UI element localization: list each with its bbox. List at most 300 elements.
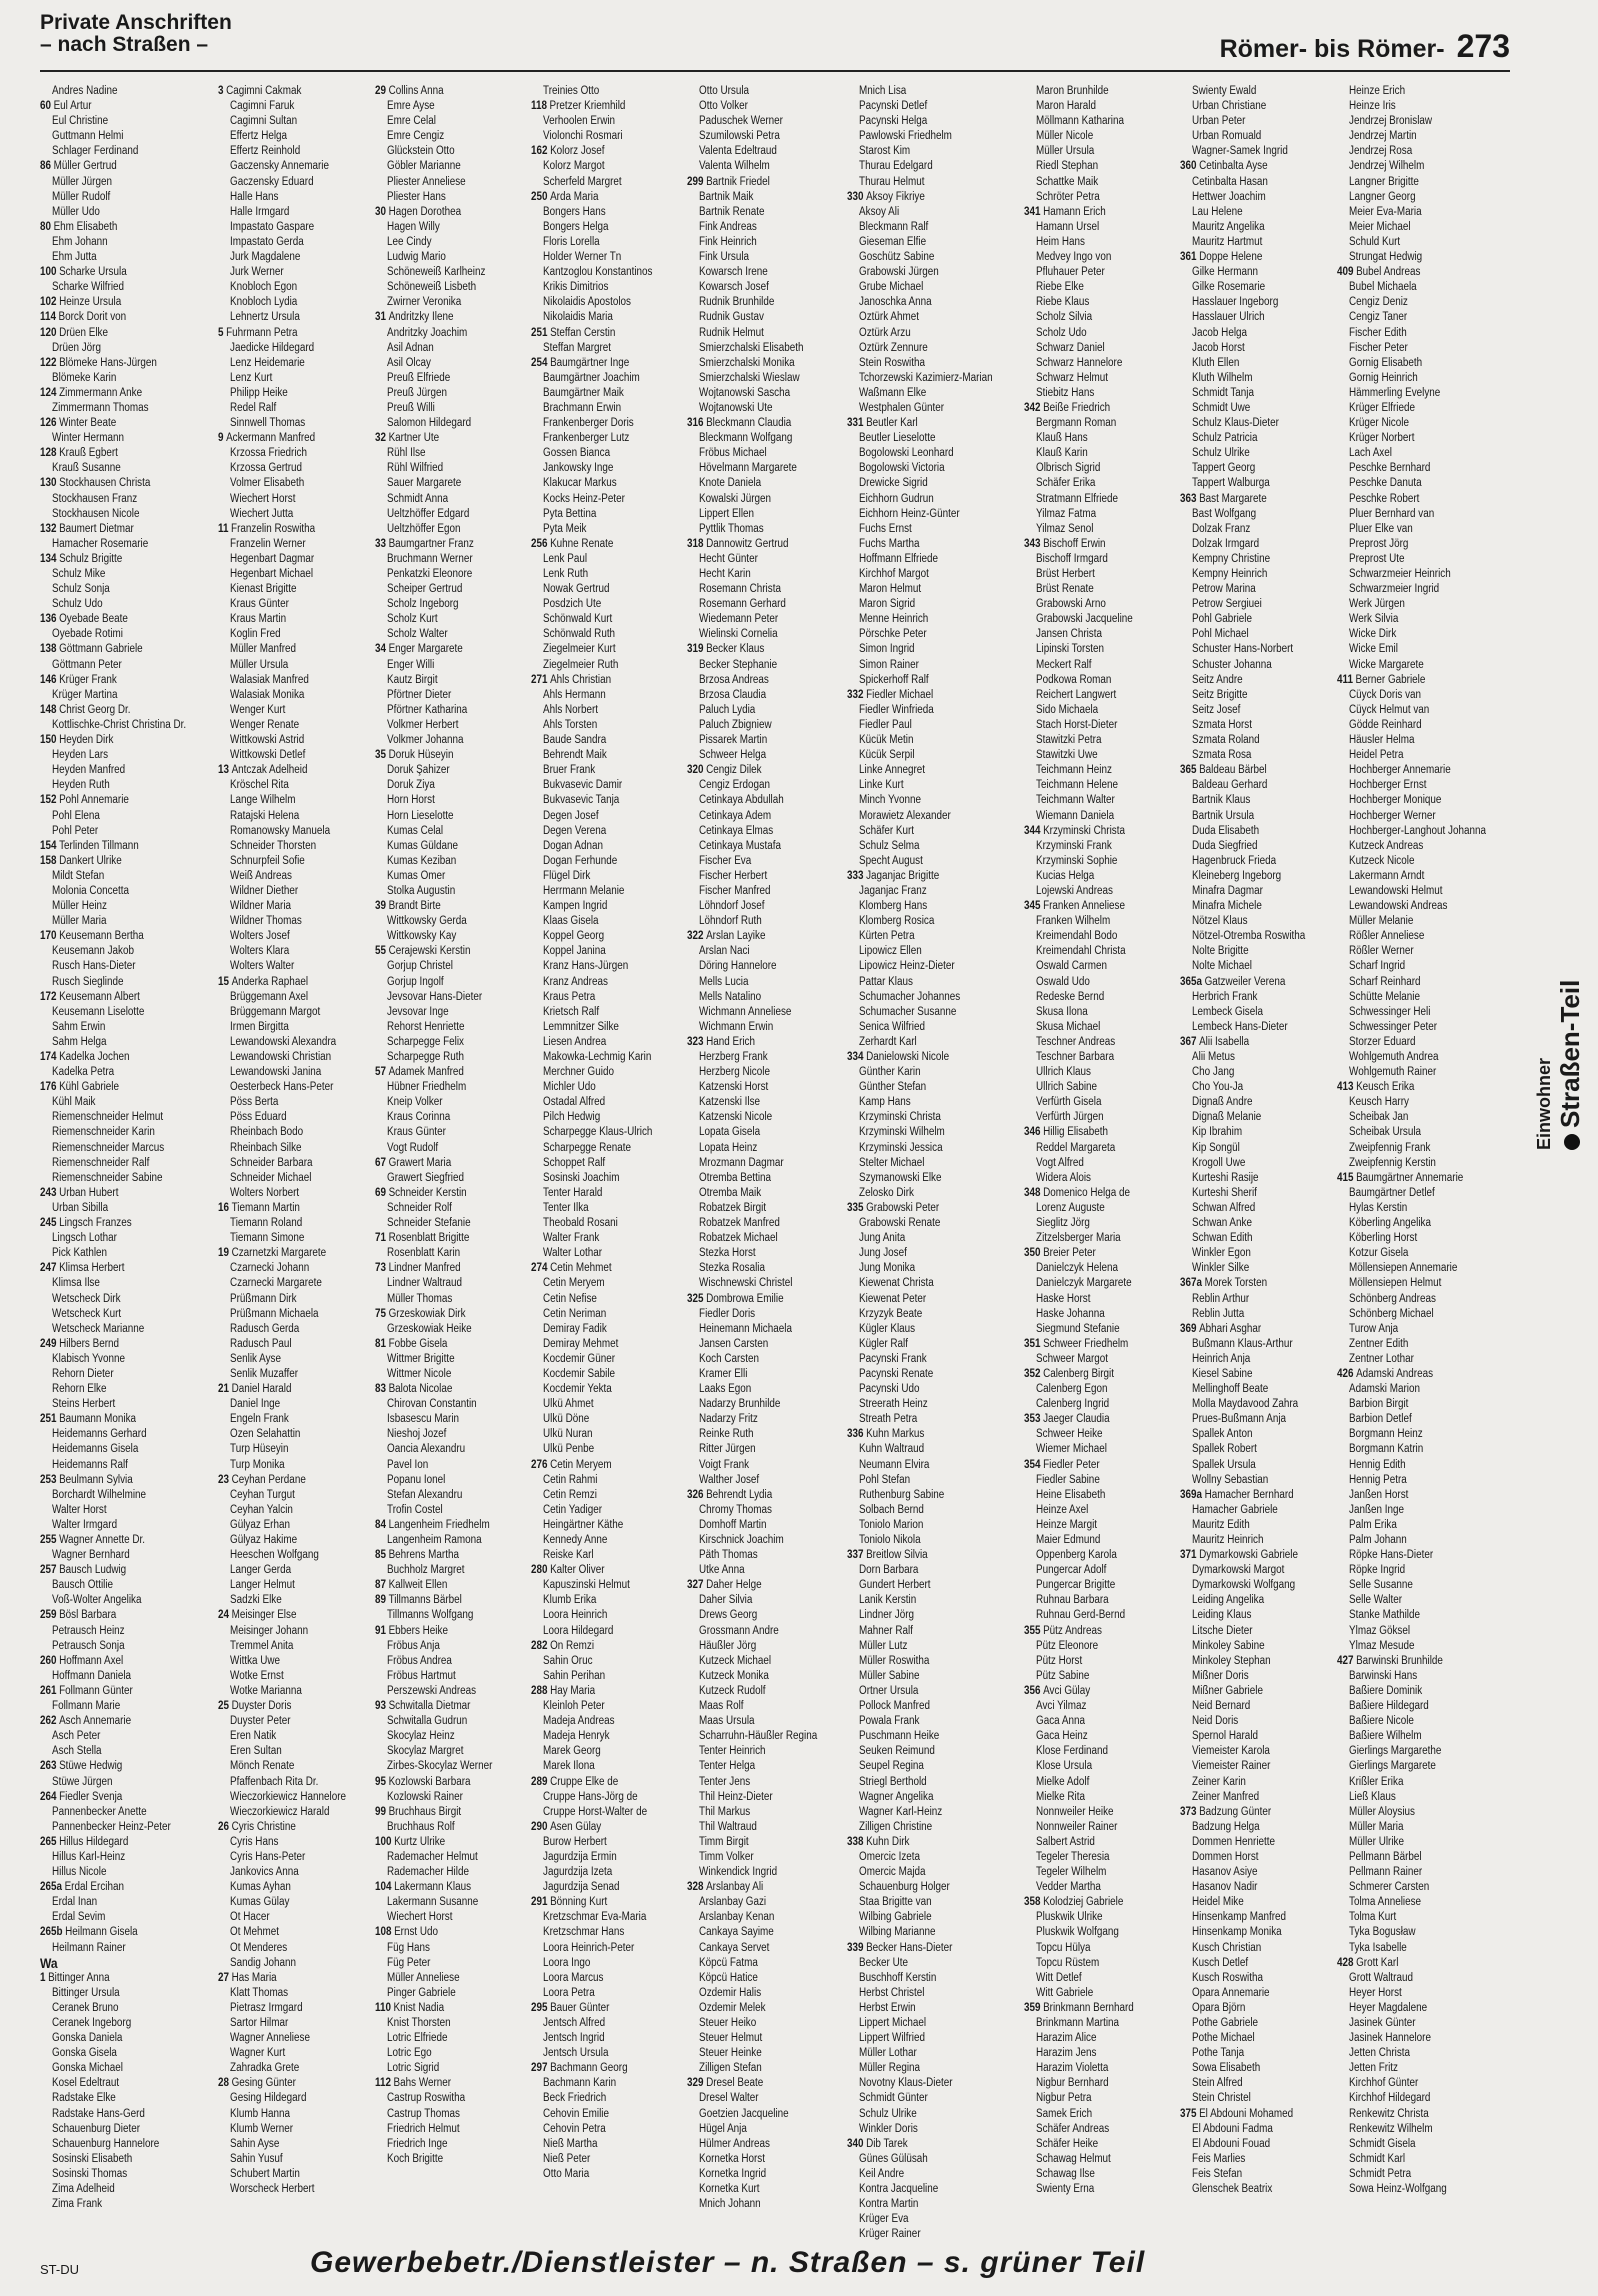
- house-number: 24: [217, 1609, 229, 1622]
- house-number: 120: [40, 326, 57, 339]
- resident-name: Jagurdzija Izeta: [543, 1866, 613, 1879]
- resident-name: Wagner-Samek Ingrid: [1192, 145, 1289, 158]
- resident-entry: [1180, 1488, 1328, 1503]
- house-number: 254: [531, 356, 548, 369]
- resident-name: Müller Maria: [52, 915, 107, 928]
- resident-name: Wiechert Horst: [229, 492, 296, 505]
- resident-name: Zitzelsberger Maria: [1036, 1232, 1121, 1245]
- resident-name: Stockhausen Franz: [52, 492, 138, 505]
- resident-entry: [847, 1261, 1028, 1276]
- resident-name: Kozlowski Rainer: [386, 1790, 463, 1803]
- resident-entry: [1180, 944, 1340, 959]
- resident-name: Opara Annemarie: [1192, 1986, 1271, 1999]
- resident-entry: [40, 899, 222, 914]
- resident-name: Ülkü Penbe: [543, 1443, 595, 1456]
- resident-name: Wittkowsky Kay: [386, 930, 457, 943]
- resident-entry: [687, 1050, 850, 1065]
- resident-entry: [1337, 1578, 1522, 1593]
- resident-name: Bruchhaus Birgit: [388, 1805, 461, 1818]
- resident-entry: [847, 2031, 1028, 2046]
- resident-name: Baumgartner Franz: [388, 537, 474, 550]
- resident-name: Kosel Edeltraut: [52, 2077, 120, 2090]
- resident-entry: [847, 778, 1028, 793]
- resident-entry: [1337, 944, 1522, 959]
- resident-entry: [847, 356, 1028, 371]
- resident-entry: [847, 1895, 1028, 1910]
- resident-entry: [40, 1608, 210, 1623]
- resident-entry: [847, 1458, 1028, 1473]
- resident-name: Wilbing Marianne: [858, 1926, 936, 1939]
- resident-entry: [40, 1412, 210, 1427]
- resident-entry: [847, 1669, 1028, 1684]
- house-number: 136: [40, 613, 57, 626]
- resident-entry: [375, 1503, 535, 1518]
- resident-entry: [531, 642, 691, 657]
- resident-name: Reiske Karl: [543, 1549, 594, 1562]
- resident-name: Dommen Henriette: [1192, 1835, 1276, 1848]
- resident-entry: [847, 1624, 1028, 1639]
- resident-name: Kiewenat Christa: [858, 1277, 934, 1290]
- resident-entry: [40, 2046, 222, 2061]
- house-number: 104: [374, 1881, 392, 1894]
- resident-name: Langenheim Ramona: [386, 1534, 482, 1546]
- resident-entry: [40, 929, 210, 944]
- resident-name: Pütz Horst: [1036, 1654, 1083, 1667]
- resident-name: Gornig Heinrich: [1348, 371, 1418, 384]
- resident-name: Heidemanns Gisela: [52, 1443, 139, 1456]
- resident-entry: [1180, 295, 1340, 310]
- resident-entry: [218, 1699, 366, 1714]
- resident-entry: [1337, 446, 1522, 461]
- resident-entry: [218, 552, 379, 567]
- resident-entry: [375, 839, 535, 854]
- resident-name: Redeske Bernd: [1036, 990, 1105, 1003]
- resident-name: Sahin Perihan: [543, 1669, 606, 1682]
- resident-entry: [375, 1624, 523, 1639]
- resident-entry: [1337, 1880, 1522, 1895]
- resident-name: Schweer Friedhelm: [1043, 1337, 1129, 1350]
- resident-name: Berner Gabriele: [1355, 673, 1426, 686]
- resident-name: Solbach Bernd: [858, 1503, 924, 1516]
- resident-entry: [375, 1307, 523, 1322]
- resident-entry: [847, 401, 1028, 416]
- resident-name: Witt Detlef: [1036, 1971, 1082, 1984]
- resident-entry: [375, 1835, 523, 1850]
- resident-entry: [847, 2122, 1028, 2137]
- resident-entry: [687, 612, 850, 627]
- resident-name: Winter Beate: [59, 417, 117, 430]
- resident-name: Wohlgemuth Rainer: [1348, 1066, 1437, 1079]
- resident-name: Meier Michael: [1348, 220, 1411, 233]
- resident-entry: [1180, 1835, 1340, 1850]
- house-number: 334: [846, 1051, 864, 1063]
- resident-name: Streath Petra: [858, 1413, 918, 1426]
- resident-entry: [687, 688, 850, 703]
- resident-name: Jankovics Anna: [229, 1866, 299, 1879]
- resident-entry: [1180, 990, 1340, 1005]
- resident-entry: [1337, 295, 1522, 310]
- resident-name: Streerath Heinz: [858, 1398, 928, 1411]
- resident-name: Frankenberger Doris: [543, 417, 634, 430]
- resident-name: Simon Rainer: [858, 658, 919, 671]
- house-number: 256: [531, 537, 548, 550]
- resident-name: Heinze Iris: [1348, 100, 1396, 113]
- resident-name: Tremmel Anita: [229, 1639, 294, 1652]
- resident-name: Lotric Sigrid: [386, 2062, 440, 2075]
- resident-entry: [218, 929, 379, 944]
- resident-entry: [531, 1276, 691, 1291]
- resident-entry: [375, 507, 535, 522]
- resident-entry: [40, 1110, 222, 1125]
- resident-name: Haske Horst: [1036, 1292, 1091, 1305]
- resident-entry: [687, 114, 850, 129]
- resident-entry: [1337, 492, 1522, 507]
- resident-entry: [847, 567, 1028, 582]
- resident-name: Wetscheck Kurt: [52, 1307, 122, 1320]
- resident-name: Langner Brigitte: [1348, 175, 1419, 188]
- resident-entry: [1337, 1186, 1522, 1201]
- resident-entry: [847, 99, 1028, 114]
- resident-entry: [847, 854, 1028, 869]
- resident-name: Müller Jürgen: [52, 175, 112, 188]
- resident-name: Sartor Hilmar: [229, 2017, 289, 2029]
- resident-entry: [531, 824, 691, 839]
- resident-entry: [1024, 748, 1184, 763]
- resident-name: Winkler Egon: [1192, 1247, 1252, 1260]
- house-number: 345: [1024, 900, 1041, 913]
- resident-name: Bartnik Klaus: [1192, 794, 1251, 807]
- resident-name: Sido Michaela: [1036, 703, 1099, 716]
- resident-entry: [1337, 718, 1522, 733]
- resident-entry: [40, 1050, 210, 1065]
- resident-entry: [1337, 1593, 1522, 1608]
- resident-entry: [847, 2182, 1028, 2197]
- resident-name: Hamann Ursel: [1036, 220, 1100, 233]
- resident-entry: [375, 1442, 535, 1457]
- resident-entry: [218, 1895, 379, 1910]
- resident-name: Lipowicz Heinz-Dieter: [858, 960, 955, 973]
- resident-entry: [847, 326, 1028, 341]
- resident-name: Franzelin Roswitha: [230, 522, 316, 535]
- resident-entry: [1180, 839, 1340, 854]
- resident-name: Halle Irmgard: [229, 205, 290, 218]
- resident-entry: [218, 688, 379, 703]
- resident-entry: [218, 1473, 366, 1488]
- resident-entry: [1180, 1201, 1340, 1216]
- house-number: 249: [40, 1337, 57, 1350]
- resident-name: Urban Peter: [1192, 115, 1246, 128]
- resident-entry: [218, 386, 379, 401]
- resident-entry: [687, 1503, 850, 1518]
- resident-name: Cho Jang: [1192, 1066, 1235, 1079]
- resident-name: Cruppe Horst-Walter de: [543, 1805, 648, 1818]
- resident-name: Fuchs Ernst: [858, 522, 912, 535]
- resident-entry: [1337, 854, 1522, 869]
- resident-name: Prüßmann Dirk: [229, 1292, 297, 1305]
- resident-name: Fuchs Martha: [858, 537, 920, 550]
- resident-entry: [1180, 929, 1340, 944]
- resident-entry: [1024, 1624, 1172, 1639]
- resident-name: Kreimendahl Bodo: [1036, 930, 1118, 943]
- resident-name: Fiedler Sabine: [1036, 1473, 1100, 1486]
- resident-entry: [847, 341, 1028, 356]
- resident-name: Schwessinger Heli: [1348, 1005, 1431, 1018]
- resident-entry: [687, 975, 850, 990]
- resident-entry: [1024, 1080, 1184, 1095]
- resident-name: Tchorzewski Kazimierz-Marian: [858, 371, 993, 384]
- resident-name: Wolters Walter: [229, 960, 295, 973]
- resident-entry: [531, 1941, 691, 1956]
- resident-entry: [218, 1156, 379, 1171]
- resident-entry: [375, 1578, 523, 1593]
- resident-entry: [1024, 507, 1184, 522]
- resident-entry: [531, 295, 691, 310]
- resident-entry: [1337, 1910, 1522, 1925]
- resident-name: Rühl Ilse: [386, 447, 426, 460]
- resident-name: Otto Volker: [699, 100, 749, 113]
- resident-entry: [1180, 959, 1340, 974]
- resident-name: Jaganjac Brigitte: [865, 869, 940, 882]
- resident-entry: [687, 1156, 850, 1171]
- resident-entry: [1337, 1352, 1522, 1367]
- house-number: 262: [40, 1715, 57, 1728]
- resident-entry: [1337, 476, 1522, 491]
- resident-name: Rusch Hans-Dieter: [52, 960, 136, 973]
- resident-entry: [847, 507, 1028, 522]
- resident-entry: [1337, 522, 1522, 537]
- resident-name: Omercic Majda: [858, 1866, 926, 1879]
- resident-name: Worscheck Herbert: [229, 2183, 315, 2196]
- resident-name: Degen Josef: [543, 809, 599, 822]
- resident-name: Grabowski Jürgen: [858, 266, 939, 279]
- resident-entry: [40, 1805, 222, 1820]
- resident-name: Gaca Anna: [1036, 1715, 1086, 1728]
- resident-entry: [218, 1201, 366, 1216]
- resident-name: Schattke Maik: [1036, 175, 1099, 188]
- resident-entry: [1180, 778, 1340, 793]
- resident-entry: [1337, 1865, 1522, 1880]
- resident-name: On Remzi: [550, 1639, 595, 1652]
- resident-name: Pförtner Katharina: [386, 703, 468, 716]
- resident-name: Rosemann Christa: [699, 583, 782, 596]
- resident-entry: [1337, 371, 1522, 386]
- resident-entry: [1337, 929, 1522, 944]
- resident-entry: [687, 1095, 850, 1110]
- house-number: 19: [217, 1247, 229, 1260]
- resident-name: Nadarzy Brunhilde: [699, 1398, 781, 1411]
- resident-entry: [218, 597, 379, 612]
- resident-name: Horn Horst: [386, 794, 435, 807]
- resident-name: Bartnik Ursula: [1192, 809, 1255, 822]
- house-number: 35: [374, 749, 386, 762]
- resident-name: Cetinbalta Hasan: [1192, 175, 1269, 188]
- resident-entry: [847, 1050, 1016, 1065]
- resident-entry: [847, 673, 1028, 688]
- resident-name: Hecht Karin: [699, 568, 752, 580]
- resident-entry: [1180, 1216, 1340, 1231]
- resident-entry: [40, 235, 222, 250]
- house-number: 100: [374, 1835, 392, 1848]
- resident-name: Teichmann Helene: [1036, 779, 1119, 792]
- resident-name: Pluer Elke van: [1348, 522, 1413, 535]
- resident-entry: [40, 265, 210, 280]
- resident-entry: [847, 1095, 1028, 1110]
- house-number: 23: [217, 1473, 229, 1486]
- resident-entry: [1024, 1518, 1184, 1533]
- resident-name: Volkmer Herbert: [386, 718, 459, 731]
- resident-entry: [375, 1941, 535, 1956]
- resident-entry: [40, 1775, 222, 1790]
- resident-entry: [40, 1503, 222, 1518]
- resident-name: Reichert Langwert: [1036, 688, 1117, 701]
- resident-entry: [1180, 1986, 1340, 2001]
- resident-entry: [531, 2001, 679, 2016]
- resident-name: Lembeck Gisela: [1192, 1005, 1264, 1018]
- resident-entry: [1024, 673, 1184, 688]
- resident-entry: [1337, 159, 1522, 174]
- house-number: 265a: [40, 1881, 63, 1894]
- resident-name: Utke Anna: [699, 1564, 746, 1577]
- resident-name: Hecht Günter: [699, 552, 759, 565]
- resident-name: Schnurpfeil Sofie: [229, 854, 305, 867]
- resident-name: Marek Georg: [543, 1745, 601, 1758]
- resident-entry: [1180, 1050, 1340, 1065]
- resident-entry: [1337, 2182, 1522, 2197]
- resident-name: El Abdouni Fadma: [1192, 2122, 1274, 2135]
- resident-entry: [687, 1473, 850, 1488]
- resident-name: Lakermann Klaus: [393, 1881, 471, 1894]
- resident-entry: [687, 1382, 850, 1397]
- house-number: 30: [374, 205, 386, 218]
- resident-entry: [531, 990, 691, 1005]
- resident-entry: [40, 1367, 222, 1382]
- resident-name: Kocdemir Yekta: [543, 1383, 612, 1396]
- resident-name: Ludwig Mario: [386, 251, 446, 264]
- resident-entry: [375, 1367, 535, 1382]
- resident-name: Kurteshi Sherif: [1192, 1186, 1258, 1199]
- resident-name: Jasinek Hannelore: [1348, 2032, 1431, 2045]
- resident-entry: [40, 1850, 222, 1865]
- resident-entry: [1024, 1458, 1172, 1473]
- resident-name: Ostadal Alfred: [543, 1096, 606, 1109]
- resident-entry: [375, 1790, 535, 1805]
- resident-name: Kumas Ayhan: [229, 1881, 291, 1894]
- resident-name: Köpcü Fatma: [699, 1956, 759, 1969]
- resident-name: Bukvasevic Tanja: [543, 794, 620, 807]
- house-number: 29: [374, 85, 386, 97]
- resident-name: Bittinger Anna: [48, 1971, 110, 1984]
- resident-name: Stanke Mathilde: [1348, 1609, 1420, 1622]
- resident-name: Krißler Erika: [1348, 1775, 1404, 1788]
- resident-entry: [1024, 1865, 1184, 1880]
- resident-entry: [1024, 839, 1184, 854]
- resident-name: Klose Ursula: [1036, 1760, 1093, 1773]
- house-number: 170: [40, 930, 57, 943]
- resident-name: Tolma Anneliese: [1348, 1896, 1421, 1909]
- resident-name: Keusemann Albert: [59, 990, 140, 1003]
- house-number: 85: [374, 1549, 386, 1562]
- resident-name: Schulz Selma: [858, 839, 920, 852]
- resident-name: Grzeskowiak Dirk: [388, 1307, 466, 1320]
- resident-name: Adamek Manfred: [388, 1066, 464, 1079]
- resident-name: Oancia Alexandru: [386, 1443, 465, 1456]
- resident-entry: [847, 1820, 1028, 1835]
- resident-name: Kumas Gülay: [229, 1896, 290, 1909]
- resident-entry: [218, 1171, 379, 1186]
- resident-name: Pannenbecker Anette: [52, 1805, 147, 1818]
- resident-name: Tenter Heinrich: [699, 1745, 766, 1758]
- resident-name: Brüst Herbert: [1036, 568, 1096, 580]
- resident-name: Valenta Edeltraud: [699, 145, 778, 158]
- resident-entry: [531, 1020, 691, 1035]
- resident-name: Wildner Diether: [229, 884, 299, 897]
- resident-name: Hennig Edith: [1348, 1458, 1406, 1471]
- resident-name: Wittmer Brigitte: [386, 1352, 455, 1365]
- resident-entry: [847, 1533, 1028, 1548]
- resident-entry: [1024, 2076, 1184, 2091]
- resident-entry: [218, 1458, 379, 1473]
- resident-name: Kuhn Markus: [865, 1428, 925, 1441]
- resident-name: Winkler Doris: [858, 2122, 918, 2135]
- resident-name: Fink Heinrich: [699, 235, 758, 248]
- resident-name: Ahls Torsten: [543, 718, 598, 731]
- resident-name: Baumert Dietmar: [59, 522, 134, 535]
- resident-name: Schmidt Anna: [386, 492, 448, 505]
- resident-entry: [375, 718, 535, 733]
- resident-name: Kleineberg Ingeborg: [1192, 869, 1282, 882]
- resident-name: Castrup Roswitha: [386, 2092, 465, 2105]
- resident-entry: [531, 854, 691, 869]
- resident-name: Arslanbay Kenan: [699, 1911, 775, 1924]
- resident-name: Baldeau Gerhard: [1192, 779, 1268, 792]
- resident-entry: [1024, 1880, 1184, 1895]
- resident-name: Kocdemir Sabile: [543, 1367, 616, 1380]
- directory-column: [687, 84, 838, 2242]
- resident-entry: [847, 582, 1028, 597]
- resident-entry: [847, 1442, 1028, 1457]
- resident-name: Kuhn Waltraud: [858, 1443, 924, 1456]
- resident-name: Danielczyk Helena: [1036, 1262, 1119, 1275]
- resident-name: Hasslauer Ulrich: [1192, 311, 1266, 324]
- resident-entry: [847, 1563, 1028, 1578]
- resident-name: Peschke Bernhard: [1348, 462, 1431, 475]
- resident-entry: [375, 1337, 523, 1352]
- resident-name: Pörschke Peter: [858, 628, 927, 641]
- resident-entry: [687, 869, 850, 884]
- resident-entry: [1180, 1412, 1340, 1427]
- resident-entry: [218, 1397, 379, 1412]
- resident-name: Hochberger Monique: [1348, 794, 1442, 807]
- resident-entry: [1180, 1533, 1340, 1548]
- resident-name: Gülyaz Hakime: [229, 1534, 298, 1546]
- resident-name: Szmata Horst: [1192, 718, 1253, 731]
- resident-entry: [531, 1835, 691, 1850]
- resident-entry: [1024, 1005, 1184, 1020]
- resident-name: Baumgärtner Annemarie: [1355, 1171, 1464, 1184]
- resident-entry: [847, 1744, 1028, 1759]
- resident-name: Floris Lorella: [543, 235, 600, 248]
- resident-name: Schmidt Gisela: [1348, 2137, 1416, 2150]
- resident-entry: [1180, 1367, 1340, 1382]
- resident-entry: [375, 461, 535, 476]
- resident-name: Czarnecki Margarete: [229, 1277, 322, 1290]
- resident-entry: [1180, 522, 1340, 537]
- resident-entry: [687, 1850, 850, 1865]
- resident-name: Schmidt Günter: [858, 2092, 928, 2105]
- resident-name: Otto Maria: [543, 2167, 590, 2180]
- resident-name: Häußler Jörg: [699, 1639, 757, 1652]
- resident-entry: [687, 748, 850, 763]
